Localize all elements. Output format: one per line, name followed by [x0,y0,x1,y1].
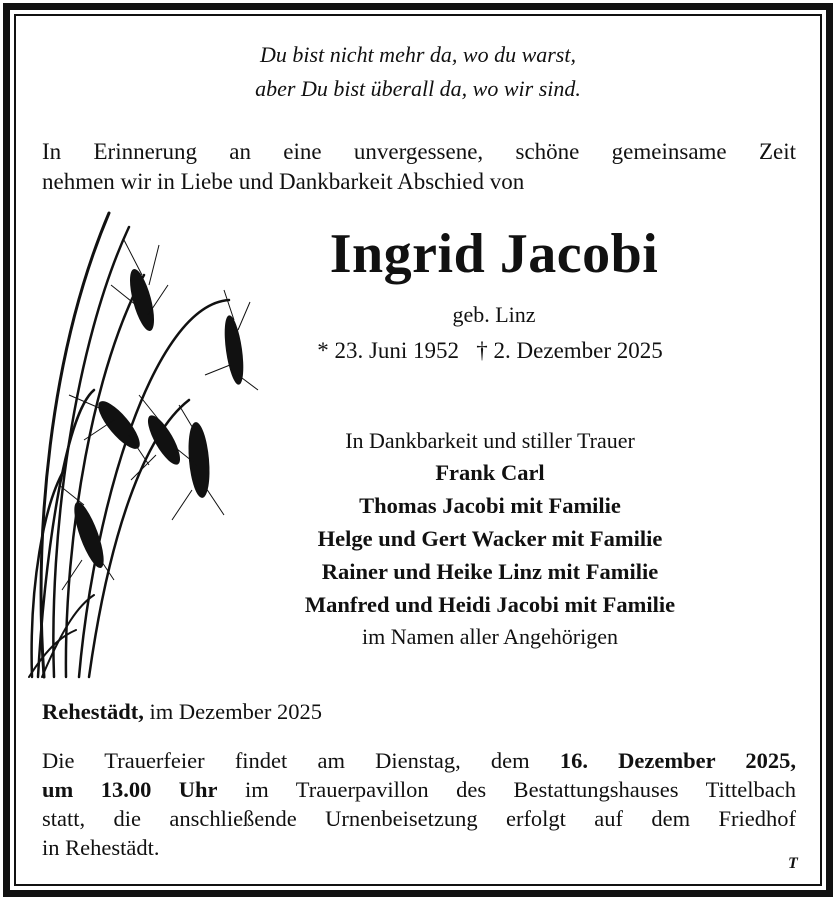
birth-name: geb. Linz [452,302,536,327]
mourner-name: Helge und Gert Wacker mit Familie [317,526,663,551]
intro-line-2: nehmen wir in Liebe und Dankbarkeit Abschied von [42,169,525,194]
mourner-name: Rainer und Heike Linz mit Familie [321,559,659,584]
intro-line-1: In Erinnerung an eine unvergessene, schöne gemeinsame Zeit [42,139,796,164]
date: im Dezember 2025 [143,699,322,724]
ceremony-line-4: in Rehestädt. [42,835,160,860]
ceremony-info [42,746,796,862]
ceremony-line-3: statt, die anschließende Urnenbeisetzung erfolgt auf dem Friedhof [42,806,796,831]
ceremony-line-1: Die Trauerfeier findet am Dienstag, dem 16. Dezember 2025, [42,748,797,773]
life-dates: * 23. Juni 1952 † 2. Dezember 2025 [317,338,663,363]
quote-line-1: Du bist nicht mehr da, wo du warst, [260,42,576,67]
wheat-icon [24,205,274,685]
deceased-name: Ingrid Jacobi [329,223,659,285]
mourners-heading: In Dankbarkeit und stiller Trauer [345,428,635,453]
mourner-name: Thomas Jacobi mit Familie [359,493,621,518]
mourner-name: Manfred und Heidi Jacobi mit Familie [304,592,676,617]
signature-mark: T [788,855,798,872]
quote-line-2: aber Du bist überall da, wo wir sind. [255,76,581,101]
mourners-closing: im Namen aller Angehörigen [362,624,618,649]
ceremony-line-2: um 13.00 Uhr im Trauerpavillon des Bestattungshauses Tittelbach [42,777,796,802]
place-date [42,697,796,726]
place: Rehestädt, [42,699,144,724]
mourner-name: Frank Carl [435,460,545,485]
